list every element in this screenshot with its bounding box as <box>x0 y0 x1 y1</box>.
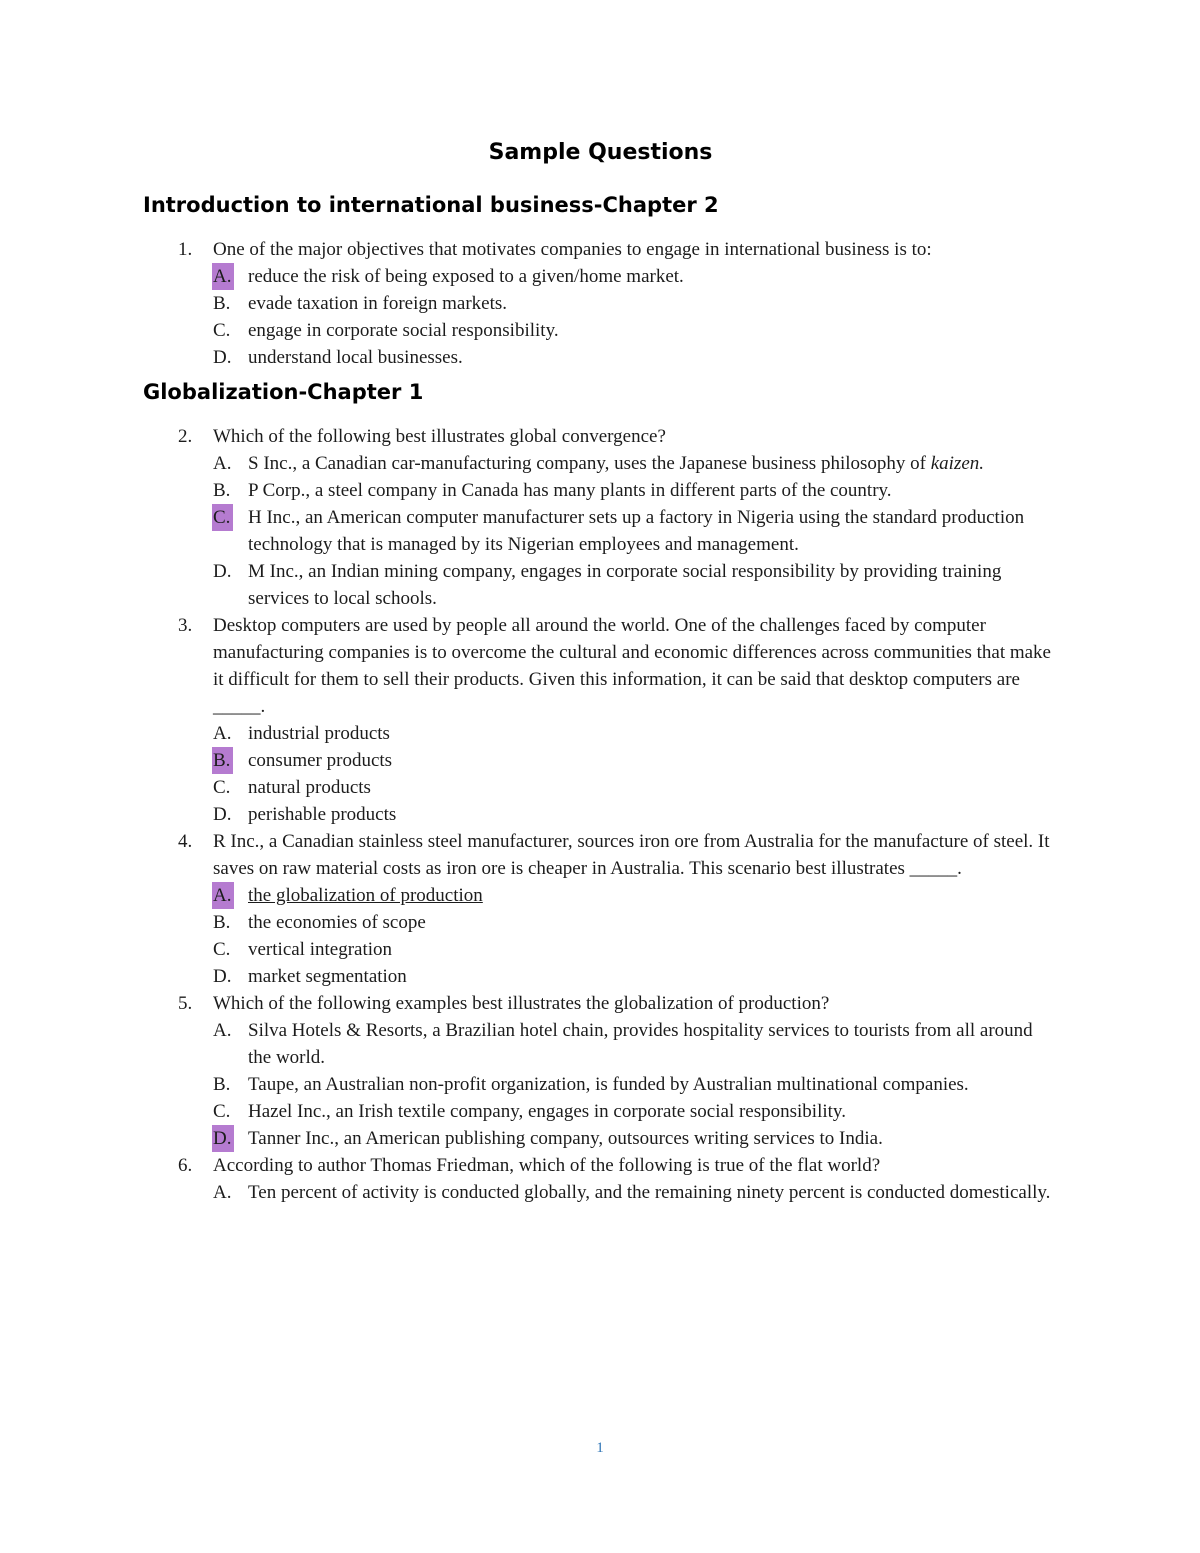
option-letter-text: D. <box>213 347 232 368</box>
option-letter-text: C. <box>213 939 231 960</box>
option-letter-text: D. <box>213 966 232 987</box>
text-run: industrial products <box>248 723 390 744</box>
option-letter <box>213 909 248 936</box>
option-letter <box>213 936 248 963</box>
option-letter <box>213 1125 248 1152</box>
answer-option <box>143 1179 1058 1206</box>
option-text <box>248 317 1058 344</box>
option-letter <box>213 1071 248 1098</box>
question <box>143 828 1058 990</box>
option-letter-text: C. <box>213 777 231 798</box>
option-text <box>248 1125 1058 1152</box>
option-letter <box>213 801 248 828</box>
text-run: evade taxation in foreign markets. <box>248 293 508 314</box>
text-run: Desktop computers are used by people all around the world. One of the challenges faced by computer manufacturing companies is to overcome the cultural and economic differences across communities that make it difficult for them to sell their products. Given this information, it can be said that desktop computers are _____. <box>213 615 1051 717</box>
answer-option <box>143 774 1058 801</box>
text-run: S Inc., a Canadian car-manufacturing company, uses the Japanese business philosophy of <box>248 453 931 474</box>
option-letter <box>213 290 248 317</box>
answer-option <box>143 1071 1058 1098</box>
text-run: reduce the risk of being exposed to a given/home market. <box>248 266 684 287</box>
page-number: 1 <box>596 1440 604 1456</box>
text-run: understand local businesses. <box>248 347 463 368</box>
question-number: 5. <box>178 993 193 1014</box>
question-text <box>213 828 1058 882</box>
answer-option <box>143 909 1058 936</box>
question <box>143 236 1058 371</box>
question-number: 2. <box>178 426 193 447</box>
option-letter <box>213 263 248 290</box>
text-run: P Corp., a steel company in Canada has many plants in different parts of the country. <box>248 480 892 501</box>
options <box>143 263 1058 371</box>
question-number: 3. <box>178 615 193 636</box>
text-run: Taupe, an Australian non-profit organization, is funded by Australian multinational companies. <box>248 1074 969 1095</box>
section-heading: Globalization-Chapter 1 <box>143 380 424 404</box>
answer-option <box>143 504 1058 558</box>
question-text <box>213 990 1058 1017</box>
option-text <box>248 1098 1058 1125</box>
option-letter-text: B. <box>213 1074 231 1095</box>
option-letter <box>213 317 248 344</box>
text-run: Ten percent of activity is conducted globally, and the remaining ninety percent is conducted domestically. <box>248 1182 1051 1203</box>
option-letter-text: C. <box>213 1101 231 1122</box>
question-number: 4. <box>178 831 193 852</box>
text-run: the globalization of production <box>248 885 483 906</box>
question-text <box>213 423 1058 450</box>
answer-option <box>143 1017 1058 1071</box>
section-heading: Introduction to international business-Chapter 2 <box>143 193 719 217</box>
text-run: vertical integration <box>248 939 393 960</box>
option-letter-text: D. <box>213 804 232 825</box>
sections-container <box>143 190 1058 1206</box>
option-letter <box>213 504 248 558</box>
answer-option <box>143 801 1058 828</box>
text-run: H Inc., an American computer manufacturer sets up a factory in Nigeria using the standard production technology that is managed by its Nigerian employees and management. <box>248 507 1025 555</box>
text-run: R Inc., a Canadian stainless steel manufacturer, sources iron ore from Australia for the manufacture of steel. It saves on raw material costs as iron ore is cheaper in Australia. This scenario best illustrates _____. <box>213 831 1050 879</box>
option-text <box>248 344 1058 371</box>
answer-option <box>143 747 1058 774</box>
question <box>143 612 1058 828</box>
question <box>143 423 1058 612</box>
option-letter <box>213 450 248 477</box>
option-letter <box>213 747 248 774</box>
option-letter-text: A. <box>213 723 232 744</box>
question <box>143 1152 1058 1206</box>
option-letter-text: B. <box>213 480 231 501</box>
option-text <box>248 450 1058 477</box>
option-letter <box>213 1017 248 1071</box>
options <box>143 450 1058 612</box>
text-run: Which of the following examples best illustrates the globalization of production? <box>213 993 830 1014</box>
page-footer <box>0 1439 1200 1457</box>
text-run: perishable products <box>248 804 397 825</box>
question-number: 6. <box>178 1155 193 1176</box>
question-list <box>143 236 1058 371</box>
question <box>143 990 1058 1152</box>
option-letter-text: A. <box>213 453 232 474</box>
options <box>143 882 1058 990</box>
option-letter-text: C. <box>213 320 231 341</box>
option-text <box>248 747 1058 774</box>
section <box>143 377 1058 1206</box>
options <box>143 720 1058 828</box>
option-letter <box>213 774 248 801</box>
option-letter-text: A. <box>213 1020 232 1041</box>
option-text <box>248 558 1058 612</box>
option-text <box>248 290 1058 317</box>
text-run: market segmentation <box>248 966 407 987</box>
text-run: One of the major objectives that motivates companies to engage in international business is to: <box>213 239 932 260</box>
option-letter-text: D. <box>213 561 232 582</box>
question-row <box>143 612 1058 720</box>
answer-option <box>143 477 1058 504</box>
option-text <box>248 774 1058 801</box>
option-letter <box>213 882 248 909</box>
option-letter <box>213 558 248 612</box>
question-row <box>143 236 1058 263</box>
text-run: engage in corporate social responsibility. <box>248 320 559 341</box>
option-letter <box>213 477 248 504</box>
document-title: Sample Questions <box>488 140 713 165</box>
option-text <box>248 1071 1058 1098</box>
text-run: kaizen. <box>930 453 985 474</box>
answer-option <box>143 1125 1058 1152</box>
option-text <box>248 801 1058 828</box>
option-letter-text: B. <box>213 293 231 314</box>
options <box>143 1179 1058 1206</box>
answer-option <box>143 720 1058 747</box>
question-number: 1. <box>178 239 193 260</box>
option-text <box>248 263 1058 290</box>
option-letter <box>213 720 248 747</box>
question-text <box>213 236 1058 263</box>
answer-option <box>143 317 1058 344</box>
option-text <box>248 882 1058 909</box>
option-letter <box>213 963 248 990</box>
option-text <box>248 477 1058 504</box>
question-row <box>143 990 1058 1017</box>
option-letter-text: A. <box>212 882 234 909</box>
answer-option <box>143 263 1058 290</box>
option-text <box>248 720 1058 747</box>
answer-option <box>143 882 1058 909</box>
option-text <box>248 1017 1058 1071</box>
answer-option <box>143 344 1058 371</box>
text-run: consumer products <box>248 750 393 771</box>
text-run: Which of the following best illustrates global convergence? <box>213 426 666 447</box>
question-text <box>213 612 1058 720</box>
answer-option <box>143 1098 1058 1125</box>
option-letter <box>213 344 248 371</box>
option-letter-text: A. <box>213 1182 232 1203</box>
question-row <box>143 1152 1058 1179</box>
options <box>143 1017 1058 1152</box>
question-row <box>143 828 1058 882</box>
option-text <box>248 909 1058 936</box>
option-text <box>248 1179 1058 1206</box>
text-run: Tanner Inc., an American publishing company, outsources writing services to India. <box>248 1128 883 1149</box>
text-run: natural products <box>248 777 371 798</box>
question-text <box>213 1152 1058 1179</box>
answer-option <box>143 290 1058 317</box>
text-run: Silva Hotels & Resorts, a Brazilian hotel chain, provides hospitality services to tourists from all around the world. <box>248 1020 1033 1068</box>
section <box>143 190 1058 371</box>
question-row <box>143 423 1058 450</box>
option-letter-text: B. <box>212 747 233 774</box>
question-list <box>143 423 1058 1206</box>
answer-option <box>143 963 1058 990</box>
option-letter <box>213 1098 248 1125</box>
text-run: the economies of scope <box>248 912 426 933</box>
text-run: M Inc., an Indian mining company, engages in corporate social responsibility by providing training services to local schools. <box>248 561 1002 609</box>
answer-option <box>143 558 1058 612</box>
option-letter-text: C. <box>212 504 233 531</box>
answer-option <box>143 450 1058 477</box>
option-letter <box>213 1179 248 1206</box>
option-text <box>248 504 1058 558</box>
option-letter-text: A. <box>212 263 234 290</box>
option-letter-text: B. <box>213 912 231 933</box>
text-run: According to author Thomas Friedman, which of the following is true of the flat world? <box>213 1155 881 1176</box>
text-run: Hazel Inc., an Irish textile company, engages in corporate social responsibility. <box>248 1101 846 1122</box>
answer-option <box>143 936 1058 963</box>
option-letter-text: D. <box>212 1125 234 1152</box>
option-text <box>248 963 1058 990</box>
option-text <box>248 936 1058 963</box>
